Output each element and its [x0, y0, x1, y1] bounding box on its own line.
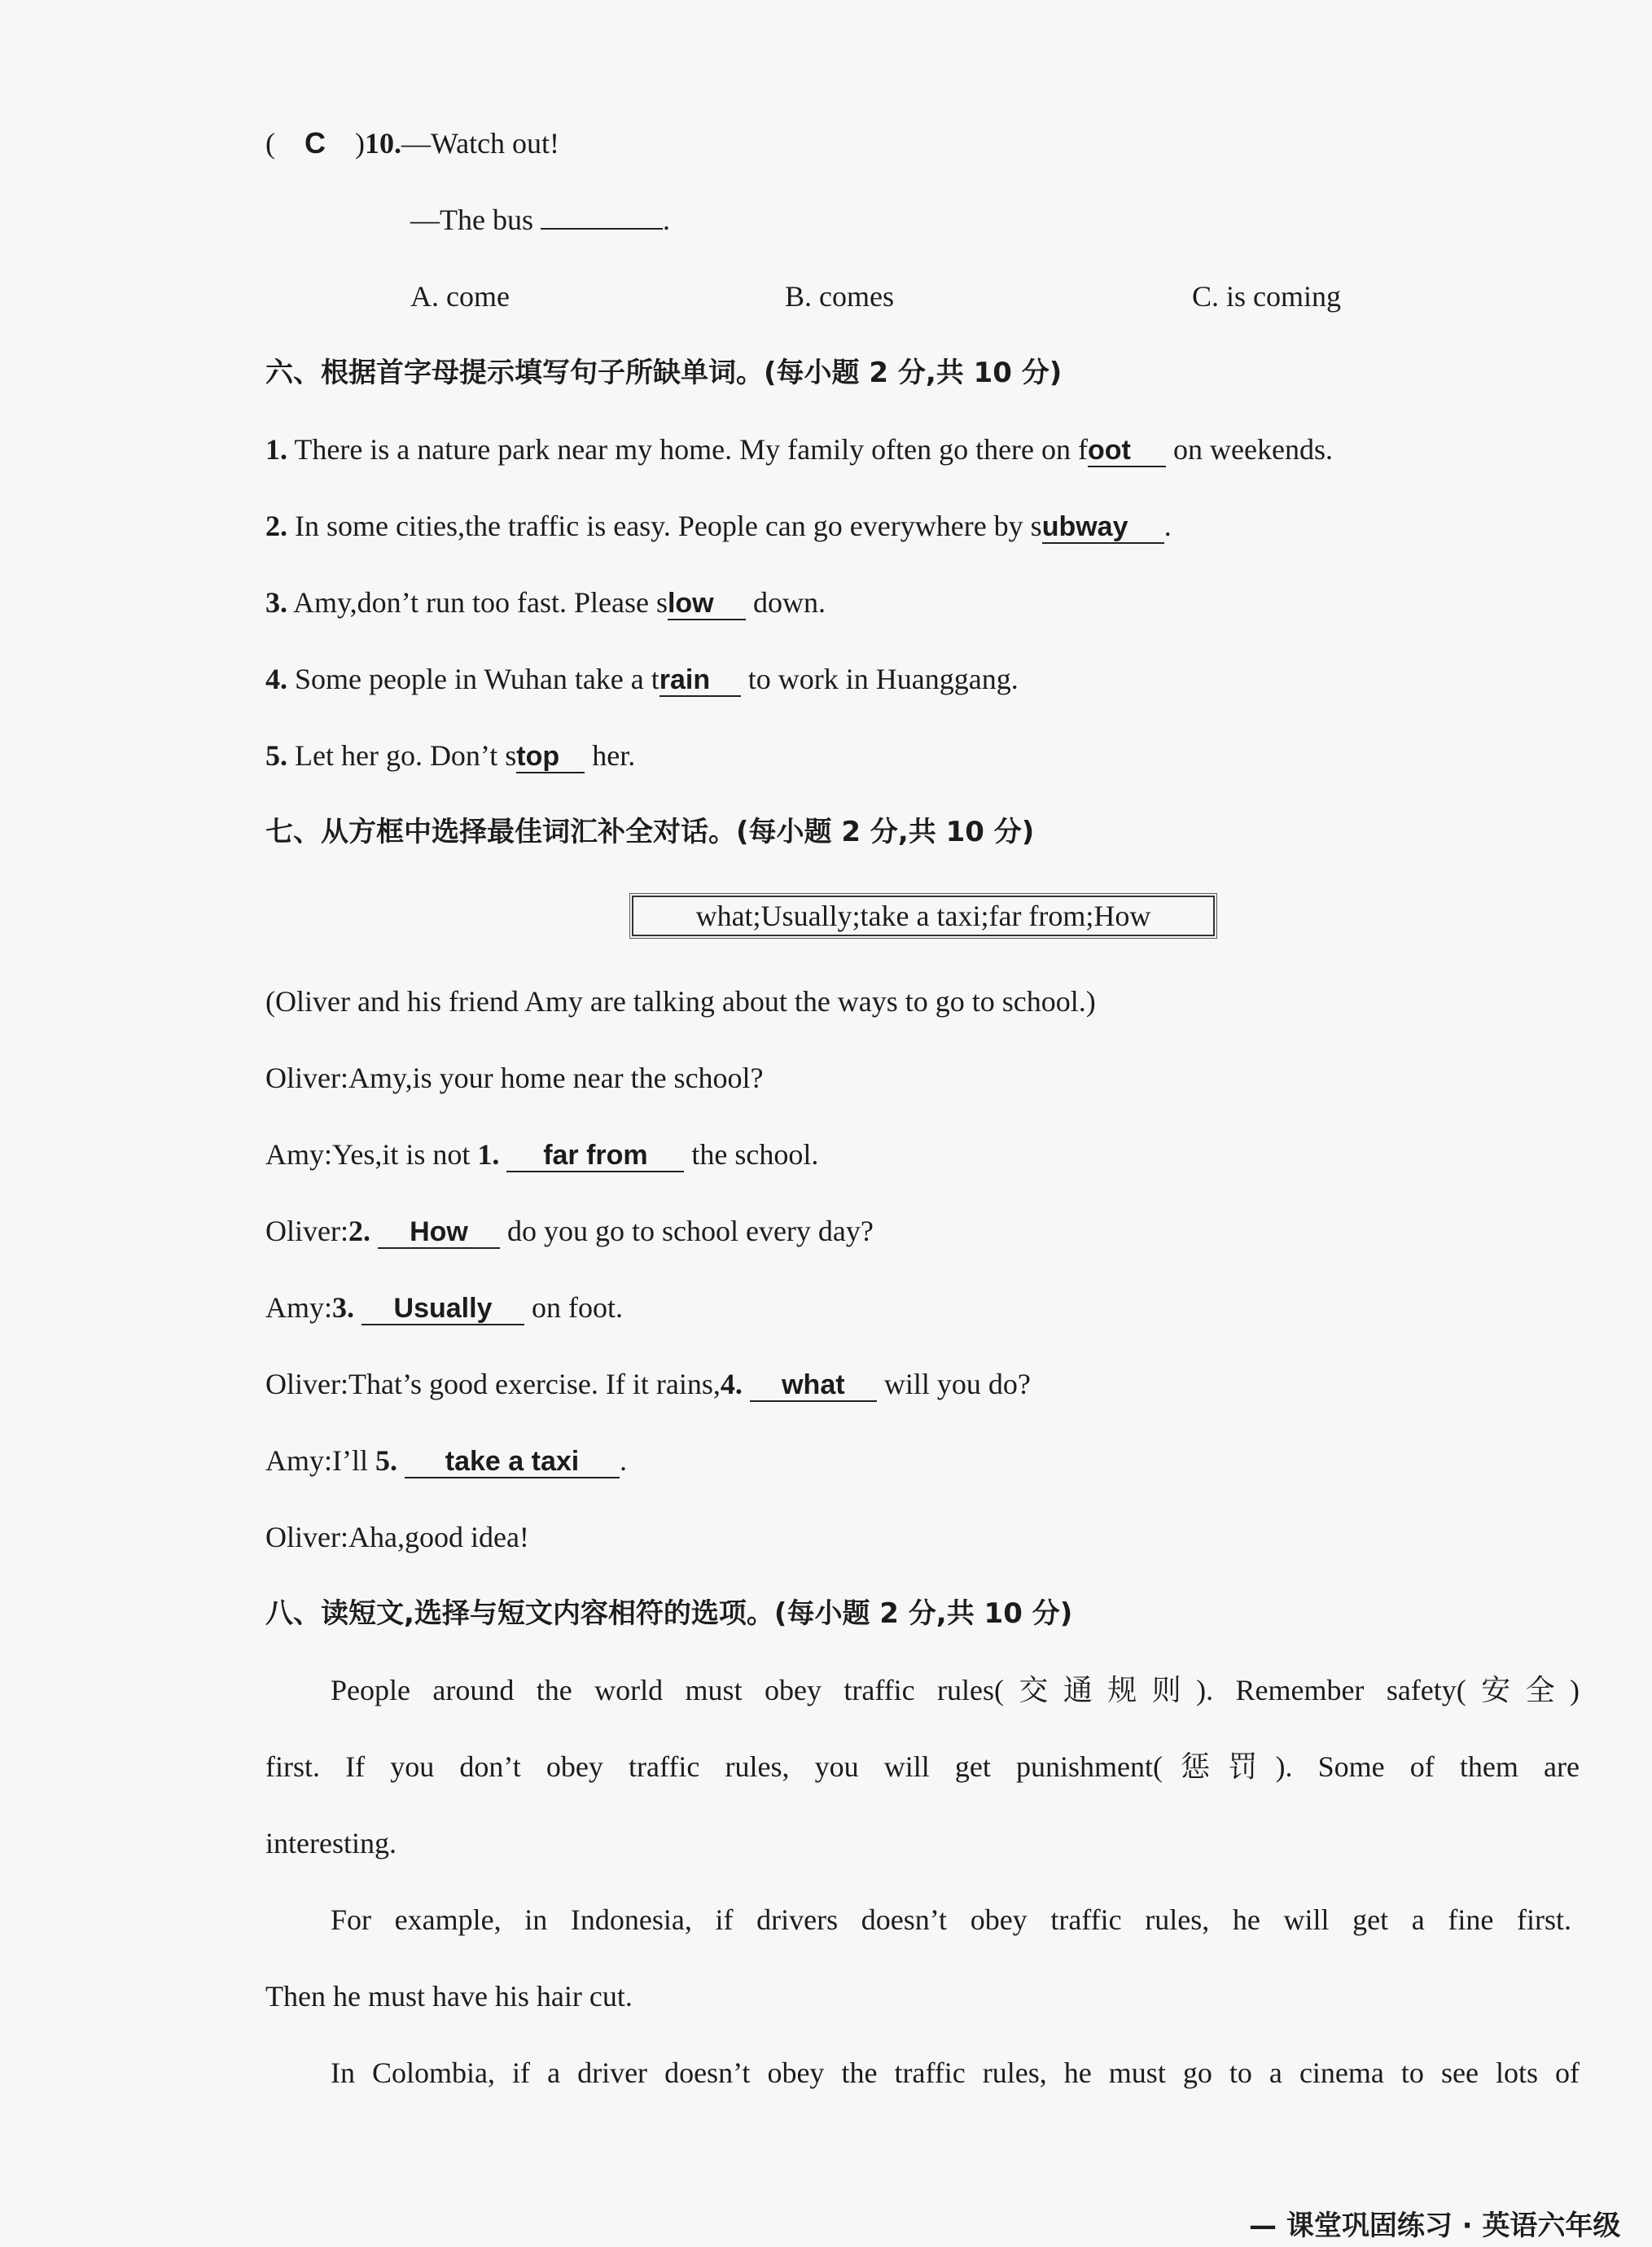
q10-line1: —Watch out!: [401, 127, 560, 160]
item-text-before: Amy,don’t run too fast. Please s: [293, 586, 668, 619]
q10-option-b: B. comes: [785, 280, 894, 313]
section6-heading: 六、根据首字母提示填写句子所缺单词。(每小题 2 分,共 10 分): [265, 357, 1063, 389]
dialogue-text-after: .: [620, 1444, 627, 1477]
item-text-after: .: [1163, 510, 1172, 542]
item-number: 3.: [265, 586, 287, 619]
item-text-after: her.: [592, 739, 636, 772]
blank-number: 1.: [477, 1138, 500, 1171]
dialogue-answer: far from: [506, 1140, 684, 1172]
speaker-label: Oliver:: [265, 1368, 348, 1400]
item-text-before: Some people in Wuhan take a t: [295, 663, 659, 695]
item-answer: ubway: [1042, 511, 1164, 544]
page-footer: — 课堂巩固练习 · 英语六年级: [1249, 2210, 1621, 2242]
dialogue-line-7: [265, 1519, 529, 1555]
dialogue-answer: take a taxi: [405, 1446, 620, 1478]
passage-p1-line1: People around the world must obey traffic rules(交通规则). Remember safety(安全): [331, 1674, 1580, 1706]
speaker-label: Oliver:: [265, 1062, 348, 1094]
section6-item-4: [265, 661, 1019, 697]
dialogue-intro: (Oliver and his friend Amy are talking about the ways to go to school.): [265, 985, 1096, 1018]
section6-item-2: [265, 508, 1172, 544]
dialogue-line-2: [265, 1137, 818, 1172]
item-text-before: In some cities,the traffic is easy. People can go everywhere by s: [295, 510, 1042, 542]
blank-number: 2.: [348, 1215, 370, 1247]
dialogue-text: That’s good exercise. If it rains,: [348, 1368, 721, 1400]
item-number: 1.: [265, 433, 287, 466]
q10-option-c: C. is coming: [1192, 280, 1342, 313]
item-answer: rain: [659, 664, 741, 697]
item-answer: oot: [1088, 435, 1166, 467]
q10-line2: [410, 202, 670, 238]
dialogue-text: Amy,is your home near the school?: [348, 1062, 764, 1094]
item-text-after: down.: [752, 586, 826, 619]
passage-p2-line2: Then he must have his hair cut.: [265, 1980, 633, 2013]
dialogue-text-after: do you go to school every day?: [506, 1215, 874, 1247]
passage-p1-line2: first. If you don’t obey traffic rules, you will get punishment(惩罚). Some of them are: [265, 1750, 1580, 1783]
section6-item-1: [265, 431, 1333, 467]
q10-paren-close: ): [355, 127, 365, 160]
section7-heading: 七、从方框中选择最佳词汇补全对话。(每小题 2 分,共 10 分): [265, 816, 1035, 848]
dialogue-line-4: [265, 1290, 623, 1325]
dialogue-text-after: will you do?: [883, 1368, 1031, 1400]
speaker-label: Amy:: [265, 1444, 333, 1477]
section8-heading: 八、读短文,选择与短文内容相符的选项。(每小题 2 分,共 10 分): [265, 1597, 1073, 1630]
q10-option-a: A. come: [410, 280, 510, 313]
q10-line2-prefix: —The bus: [410, 204, 533, 236]
item-text-before: Let her go. Don’t s: [295, 739, 517, 772]
dialogue-line-1: [265, 1060, 764, 1096]
passage-p1-line3: interesting.: [265, 1827, 397, 1859]
blank-number: 5.: [375, 1444, 397, 1477]
dialogue-text-after: on foot.: [532, 1291, 624, 1324]
item-answer: top: [516, 741, 585, 773]
dialogue-answer: Usually: [362, 1293, 524, 1325]
item-answer: low: [668, 588, 746, 620]
dialogue-text: Yes,it is not: [332, 1138, 478, 1171]
speaker-label: Amy:: [265, 1291, 333, 1324]
dialogue-line-5: [265, 1366, 1031, 1402]
q10-number: 10.: [365, 127, 401, 160]
q10-blank: [541, 204, 663, 230]
dialogue-line-3: [265, 1213, 874, 1249]
item-text-after: to work in Huanggang.: [747, 663, 1019, 695]
word-box: what;Usually;take a taxi;far from;How: [632, 896, 1215, 936]
speaker-label: Oliver:: [265, 1521, 348, 1553]
speaker-label: Oliver:: [265, 1215, 348, 1247]
item-number: 2.: [265, 510, 287, 542]
item-number: 4.: [265, 663, 287, 695]
dialogue-text: Aha,good idea!: [348, 1521, 529, 1553]
item-text-after: on weekends.: [1173, 433, 1333, 466]
dialogue-answer: How: [378, 1216, 500, 1249]
item-number: 5.: [265, 739, 287, 772]
dialogue-text: I’ll: [332, 1444, 375, 1477]
blank-number: 3.: [332, 1291, 355, 1324]
q10-answer: C: [305, 126, 326, 160]
blank-number: 4.: [720, 1368, 743, 1400]
speaker-label: Amy:: [265, 1138, 333, 1171]
passage-p3-line1: In Colombia, if a driver doesn’t obey the traffic rules, he must go to a cinema to see lots of: [331, 2056, 1580, 2089]
dialogue-text-after: the school.: [691, 1138, 819, 1171]
q10-question: [265, 125, 559, 161]
passage-p2-line1: For example, in Indonesia, if drivers doesn’t obey traffic rules, he will get a fine first.: [331, 1903, 1571, 1936]
q10-paren-open: (: [265, 127, 275, 160]
section6-item-3: [265, 585, 826, 620]
dialogue-answer: what: [750, 1369, 877, 1402]
section6-item-5: [265, 738, 635, 773]
q10-line2-suffix: .: [662, 204, 670, 236]
dialogue-line-6: [265, 1443, 627, 1478]
item-text-before: There is a nature park near my home. My family often go there on f: [294, 433, 1089, 466]
